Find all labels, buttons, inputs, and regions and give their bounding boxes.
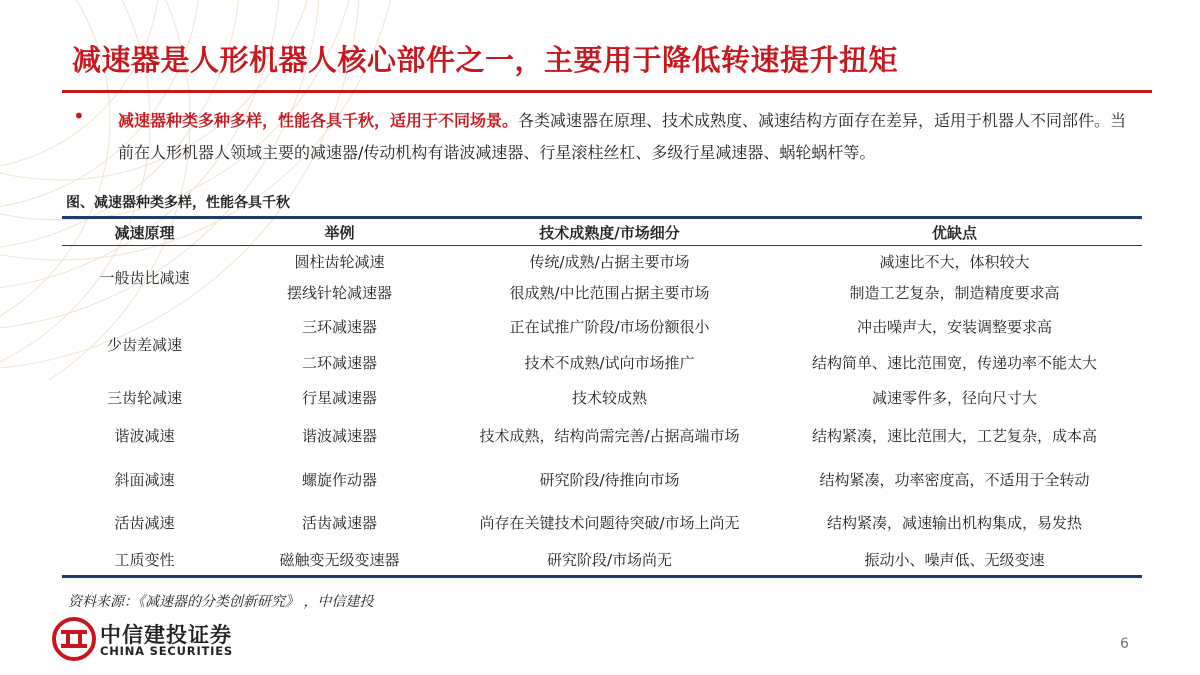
bullet-body: 各类减速器在原理、技术成熟度、减速结构方面存在差异，适用于机器人不同部件。当前在人形机器人领域主要的减速器/传动机构有谐波减速器、行星滚柱丝杠、多级行星减速器、蜗轮蜗杆等。	[118, 111, 1127, 162]
cell-pros-cons: 结构紧凑，功率密度高，不适用于全转动	[819, 470, 1090, 489]
header-example: 举例	[324, 223, 355, 242]
table-header-row	[62, 219, 1142, 245]
cell-maturity: 技术不成熟/试向市场推广	[524, 354, 695, 372]
cell-maturity: 研究阶段/待推向市场	[539, 470, 680, 489]
slide-title: 减速器是人形机器人核心部件之一，主要用于降低转速提升扭矩	[72, 43, 899, 77]
logo-chinese-name: 中信建投证券	[100, 623, 232, 647]
table-row	[62, 381, 1142, 413]
cell-principle: 谐波减速	[114, 426, 175, 445]
cell-pros-cons: 结构紧凑，减速输出机构集成，易发热	[826, 513, 1082, 532]
reducer-comparison-table	[62, 219, 1142, 245]
cell-maturity: 技术成熟，结构尚需完善/占据高端市场	[479, 426, 740, 445]
table-row	[62, 457, 1142, 501]
cell-example: 摆线针轮减速器	[286, 284, 392, 302]
table-row	[62, 246, 1142, 277]
cell-principle: 工质变性	[114, 550, 175, 569]
cell-principle: 一般齿比减速	[99, 268, 190, 287]
table-row	[62, 501, 1142, 543]
cell-principle: 少齿差减速	[106, 336, 182, 354]
cell-pros-cons: 减速比不大，体积较大	[879, 253, 1030, 271]
cell-maturity: 传统/成熟/占据主要市场	[529, 253, 690, 271]
source-note: 资料来源：《减速器的分类创新研究》 ，中信建投	[68, 594, 374, 610]
cell-pros-cons: 制造工艺复杂，制造精度要求高	[849, 284, 1060, 302]
header-principle: 减速原理	[114, 223, 175, 242]
figure-caption: 图、减速器种类多样，性能各具千秋	[66, 195, 290, 211]
cell-example: 三环减速器	[301, 317, 377, 336]
bullet-paragraph	[118, 105, 1138, 169]
cell-pros-cons: 结构紧凑，速比范围大，工艺复杂，成本高	[811, 426, 1097, 445]
cell-pros-cons: 结构简单、速比范围宽，传递功率不能太大	[811, 354, 1097, 372]
cell-principle: 斜面减速	[114, 470, 175, 489]
bullet-emphasis: 减速器种类多种多样，性能各具千秋，适用于不同场景。	[118, 111, 519, 130]
cell-maturity: 正在试推广阶段/市场份额很小	[509, 317, 710, 336]
cell-example: 行星减速器	[301, 388, 377, 407]
title-underline	[62, 90, 1152, 93]
reducer-table	[62, 216, 1142, 578]
cell-example: 二环减速器	[301, 354, 377, 372]
cell-example: 谐波减速器	[301, 426, 377, 445]
bullet-dot-icon: •	[73, 104, 85, 128]
reducer-table-body	[62, 246, 1142, 575]
header-pros-cons: 优缺点	[931, 223, 977, 242]
cell-principle: 三齿轮减速	[106, 388, 182, 407]
cell-example: 圆柱齿轮减速	[294, 253, 385, 271]
cell-maturity: 很成熟/中比范围占据主要市场	[509, 284, 710, 302]
cell-example: 螺旋作动器	[301, 470, 377, 489]
table-row	[62, 308, 1142, 344]
cell-pros-cons: 振动小、噪声低、无级变速	[864, 550, 1045, 569]
cell-pros-cons: 减速零件多，径向尺寸大	[871, 388, 1037, 407]
table-row	[62, 543, 1142, 575]
company-logo	[52, 617, 252, 661]
cell-example: 磁触变无级变速器	[279, 550, 400, 569]
cell-maturity: 研究阶段/市场尚无	[546, 550, 673, 569]
cell-principle: 活齿减速	[114, 513, 175, 532]
page-number: 6	[1120, 636, 1129, 652]
cell-example: 活齿减速器	[301, 513, 377, 532]
cell-pros-cons: 冲击噪声大，安装调整要求高	[856, 317, 1052, 336]
table-row	[62, 413, 1142, 457]
logo-english-name: CHINA SECURITIES	[100, 644, 233, 658]
header-maturity: 技术成熟度/市场细分	[539, 223, 680, 242]
cell-maturity: 技术较成熟	[571, 388, 647, 407]
cell-maturity: 尚存在关键技术问题待突破/市场上尚无	[479, 513, 740, 532]
table-bottom-rule	[62, 575, 1142, 578]
citic-logo-icon	[52, 617, 96, 661]
